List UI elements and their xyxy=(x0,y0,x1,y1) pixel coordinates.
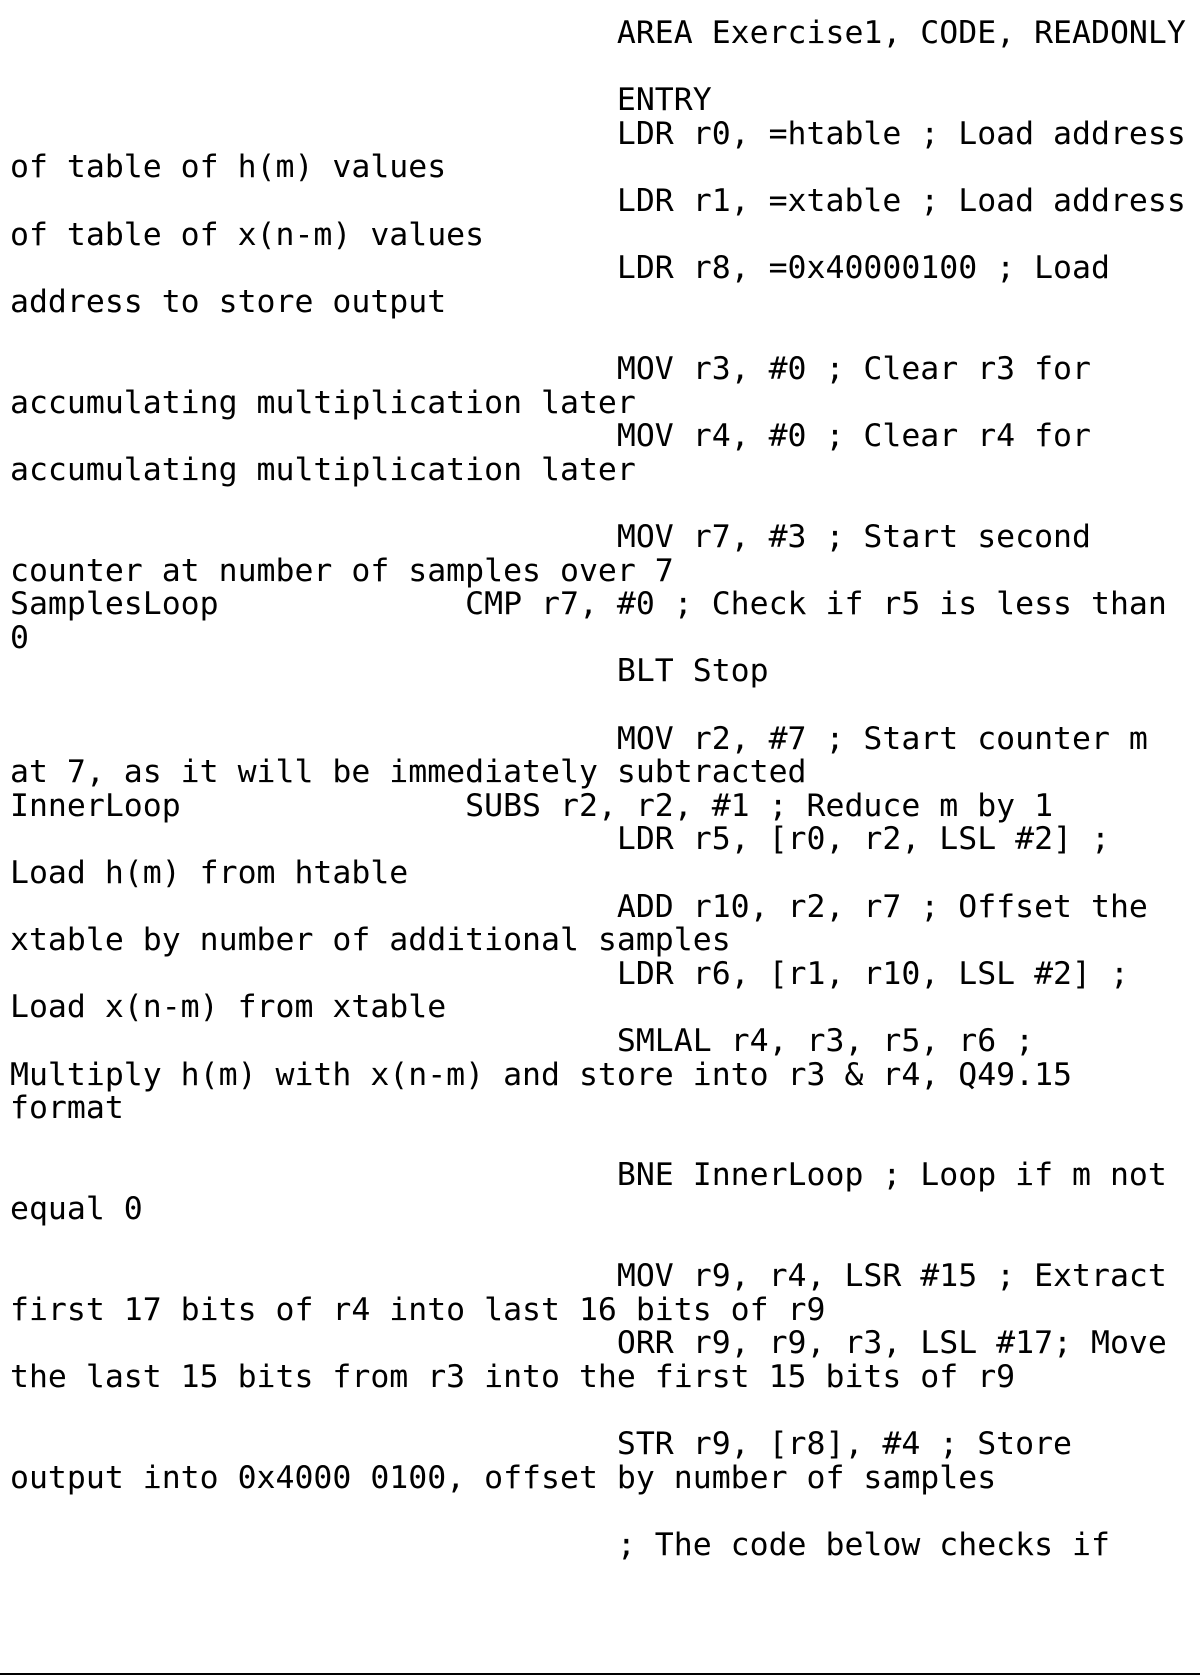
code-line: accumulating multiplication later xyxy=(10,384,636,421)
code-line: MOV r7, #3 ; Start second xyxy=(10,519,1091,555)
code-line: the last 15 bits from r3 into the first 15 bits of r9 xyxy=(10,1359,1016,1395)
code-line: MOV r3, #0 ; Clear r3 for xyxy=(10,351,1091,387)
code-line: MOV r9, r4, LSR #15 ; Extract xyxy=(10,1258,1167,1295)
code-line: BNE InnerLoop ; Loop if m not xyxy=(10,1157,1167,1194)
code-line: Multiply h(m) with x(n-m) and store into r3 & r4, Q49.15 xyxy=(10,1056,1073,1093)
code-line: of table of x(n-m) values xyxy=(10,216,485,253)
code-line: AREA Exercise1, CODE, READONLY xyxy=(10,15,1186,51)
code-line: InnerLoop SUBS r2, r2, #1 ; Reduce m by 1 xyxy=(10,787,1054,824)
code-line: of table of h(m) values xyxy=(10,149,447,186)
code-line: STR r9, [r8], #4 ; Store xyxy=(10,1426,1073,1463)
code-line: LDR r6, [r1, r10, LSL #2] ; xyxy=(10,955,1129,992)
code-line: 0 xyxy=(10,619,29,656)
code-line: LDR r1, =xtable ; Load address xyxy=(10,183,1186,219)
code-line: LDR r0, =htable ; Load address xyxy=(10,115,1186,152)
code-line: first 17 bits of r4 into last 16 bits of r9 xyxy=(10,1291,826,1328)
code-line: SMLAL r4, r3, r5, r6 ; xyxy=(10,1023,1035,1059)
code-line: output into 0x4000 0100, offset by number of samples xyxy=(10,1459,997,1496)
code-line: accumulating multiplication later xyxy=(10,451,636,488)
code-line: ; The code below checks if xyxy=(10,1527,1110,1563)
code-line: counter at number of samples over 7 xyxy=(10,552,674,589)
code-line: ENTRY xyxy=(10,82,712,119)
code-line: LDR r8, =0x40000100 ; Load xyxy=(10,250,1110,287)
code-line: BLT Stop xyxy=(10,653,769,690)
code-line: format xyxy=(10,1090,124,1127)
code-line: MOV r2, #7 ; Start counter m xyxy=(10,720,1148,757)
code-line: Load h(m) from htable xyxy=(10,855,409,891)
code-line: MOV r4, #0 ; Clear r4 for xyxy=(10,418,1091,455)
code-line: LDR r5, [r0, r2, LSL #2] ; xyxy=(10,821,1110,858)
code-line: Load x(n-m) from xtable xyxy=(10,989,447,1026)
code-line: ORR r9, r9, r3, LSL #17; Move xyxy=(10,1325,1167,1362)
code-line: equal 0 xyxy=(10,1191,143,1227)
code-line: xtable by number of additional samples xyxy=(10,922,731,959)
page-bottom-rule xyxy=(0,1673,1200,1675)
code-line: SamplesLoop CMP r7, #0 ; Check if r5 is less than xyxy=(10,586,1167,623)
code-line: at 7, as it will be immediately subtracted xyxy=(10,754,807,791)
code-line: ADD r10, r2, r7 ; Offset the xyxy=(10,888,1148,925)
code-line: address to store output xyxy=(10,283,447,320)
